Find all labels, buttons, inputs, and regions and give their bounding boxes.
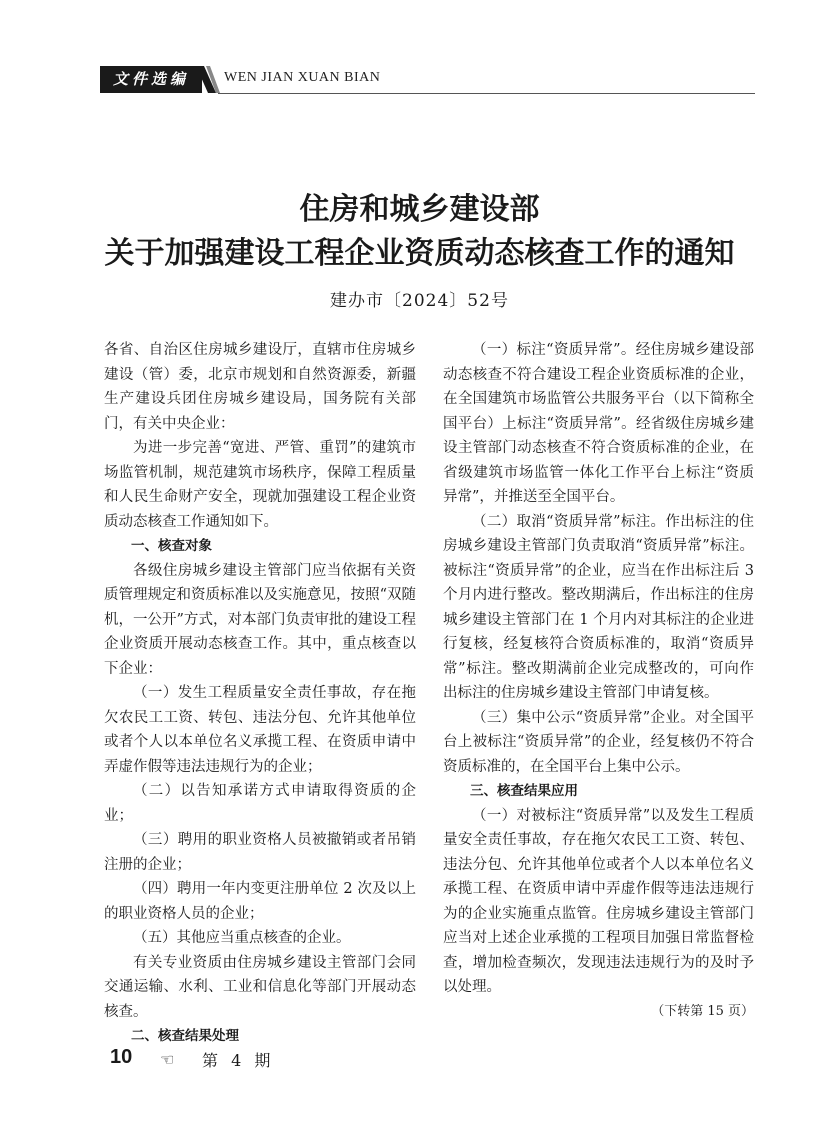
paragraph: 为进一步完善“宽进、严管、重罚”的建筑市场监管机制，规范建筑市场秩序，保障工程质量和人民生命财产安全，现就加强建设工程企业资质动态核查工作通知如下。 xyxy=(104,440,416,530)
paragraph: 各省、自治区住房城乡建设厅，直辖市住房城乡建设（管）委，北京市规划和自然资源委，新疆生产建设兵团住房城乡建设局，国务院有关部门，有关中央企业： xyxy=(104,342,416,432)
paragraph: 有关专业资质由住房城乡建设主管部门会同交通运输、水利、工业和信息化等部门开展动态核查。 xyxy=(104,954,416,1020)
section-heading: 二、核查结果处理 xyxy=(131,1028,239,1044)
pointing-hand-icon: ☜ xyxy=(160,1050,175,1069)
paragraph: （一）发生工程质量安全责任事故，存在拖欠农民工工资、转包、违法分包、允许其他单位或者个人以本单位名义承揽工程、在资质申请中弄虚作假等违法违规行为的企业； xyxy=(104,685,416,775)
page-number: 10 xyxy=(110,1046,133,1068)
paragraph: 各级住房城乡建设主管部门应当依据有关资质管理规定和资质标准以及实施意见，按照“双随机，一公开”方式，对本部门负责审批的建设工程企业资质开展动态核查工作。其中，重点核查以下企业： xyxy=(104,562,416,677)
tag-slant-decoration xyxy=(196,66,220,93)
title-line-2: 关于加强建设工程企业资质动态核查工作的通知 xyxy=(104,236,735,271)
section-tag: 文件选编 xyxy=(100,66,202,93)
section-heading: 一、核查对象 xyxy=(131,538,212,554)
running-header xyxy=(100,66,755,94)
paragraph: （一）标注“资质异常”。经住房城乡建设部动态核查不符合建设工程企业资质标准的企业，在全国建筑市场监管公共服务平台（以下简称全国平台）上标注“资质异常”。经省级住房城乡建设主管部门动态核查不符合资质标准的企业，在省级建筑市场监管一体化工作平台上标注“资质异常”，并推送至全国平台。 xyxy=(443,342,754,505)
title-line-1: 住房和城乡建设部 xyxy=(299,192,540,227)
paragraph: （二）取消“资质异常”标注。作出标注的住房城乡建设主管部门负责取消“资质异常”标注。被标注“资质异常”的企业，应当在作出标注后 3 个月内进行整改。整改期满后，作出标注的住房城乡建设主管部门在 1 个月内对其标注的企业进行复核，经复核符合资质标准的，取消“资质异常”标注。整改期满前企业完成整改的，可向作出标注的住房城乡建设主管部门申请复核。 xyxy=(443,513,754,701)
paragraph: （三）聘用的职业资格人员被撤销或者吊销注册的企业； xyxy=(104,832,416,873)
issue-number: 第 4 期 xyxy=(202,1051,275,1070)
right-column xyxy=(443,338,754,1024)
paragraph: （一）对被标注“资质异常”以及发生工程质量安全责任事故，存在拖欠农民工工资、转包、违法分包、允许其他单位或者个人以本单位名义承揽工程、在资质申请中弄虚作假等违法违规行为的企业实施重点监管。住房城乡建设主管部门应当对上述企业承揽的工程项目加强日常监督检查，增加检查频次，发现违法违规行为的及时予以处理。 xyxy=(443,807,754,995)
continuation-note: （下转第 15 页） xyxy=(651,1003,754,1019)
section-heading: 三、核查结果应用 xyxy=(470,783,578,799)
paragraph: （三）集中公示“资质异常”企业。对全国平台上被标注“资质异常”的企业，经复核仍不符合资质标准的，在全国平台上集中公示。 xyxy=(443,709,754,775)
paragraph: （二）以告知承诺方式申请取得资质的企业； xyxy=(104,783,416,824)
section-label-en: WEN JIAN XUAN BIAN xyxy=(224,70,381,85)
paragraph: （四）聘用一年内变更注册单位 2 次及以上的职业资格人员的企业； xyxy=(104,881,416,922)
left-column xyxy=(104,338,416,1049)
paragraph: （五）其他应当重点核查的企业。 xyxy=(133,930,351,946)
document-number: 建办市〔2024〕52号 xyxy=(330,291,509,311)
header-rule xyxy=(218,93,755,94)
